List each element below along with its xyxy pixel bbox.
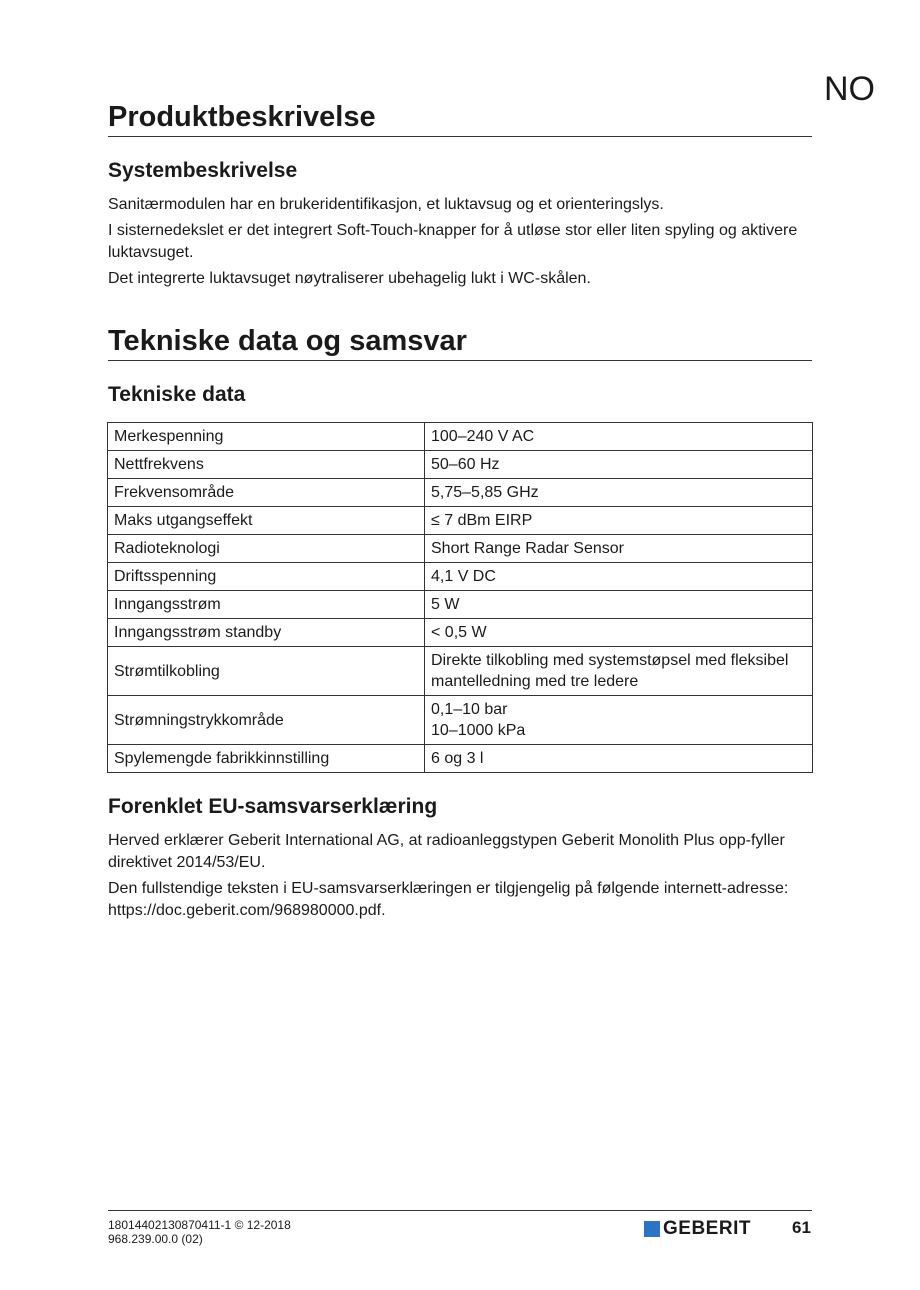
spec-name: Driftsspenning xyxy=(108,563,425,591)
table-row xyxy=(108,563,813,591)
spec-value: 0,1–10 bar 10–1000 kPa xyxy=(425,696,813,745)
paragraph: Den fullstendige teksten i EU-samsvarserklæringen er tilgjengelig på følgende internett-adresse: https://doc.geberit.com/968980000.pdf. xyxy=(108,880,789,919)
section-divider xyxy=(108,136,812,137)
paragraph: Det integrerte luktavsuget nøytraliserer ubehagelig lukt i WC-skålen. xyxy=(108,270,591,287)
table-row xyxy=(108,535,813,563)
spec-value: 6 og 3 l xyxy=(425,745,813,773)
spec-name: Frekvensområde xyxy=(108,479,425,507)
section-title-product-description: Produktbeskrivelse xyxy=(108,101,376,133)
spec-name: Merkespenning xyxy=(108,423,425,451)
page-number: 61 xyxy=(792,1218,811,1237)
subtitle-technical-data: Tekniske data xyxy=(108,383,246,406)
table-row xyxy=(108,507,813,535)
logo-square-icon xyxy=(644,1221,660,1237)
spec-name: Spylemengde fabrikkinnstilling xyxy=(108,745,425,773)
spec-name: Inngangsstrøm xyxy=(108,591,425,619)
logo-text: GEBERIT xyxy=(663,1218,751,1239)
doc-id-line: 968.239.00.0 (02) xyxy=(108,1232,203,1246)
spec-name: Maks utgangseffekt xyxy=(108,507,425,535)
spec-value: 5,75–5,85 GHz xyxy=(425,479,813,507)
section-title-technical-data: Tekniske data og samsvar xyxy=(108,325,467,357)
geberit-logo xyxy=(644,1218,751,1240)
table-row xyxy=(108,479,813,507)
paragraph: Sanitærmodulen har en brukeridentifikasjon, et luktavsug og et orienteringslys. xyxy=(108,196,664,213)
spec-value: Direkte tilkobling med systemstøpsel med fleksibel mantelledning med tre ledere xyxy=(425,647,813,696)
paragraph: I sisternedekslet er det integrert Soft-Touch-knapper for å utløse stor eller liten spyling og aktivere luktavsuget. xyxy=(108,222,798,261)
document-reference xyxy=(108,1218,291,1246)
table-row xyxy=(108,696,813,745)
spec-value: ≤ 7 dBm EIRP xyxy=(425,507,813,535)
subtitle-system-description: Systembeskrivelse xyxy=(108,159,298,182)
spec-value: 100–240 V AC xyxy=(425,423,813,451)
language-code: NO xyxy=(824,70,875,108)
footer-divider xyxy=(108,1210,812,1211)
paragraph: Herved erklærer Geberit International AG, at radioanleggstypen Geberit Monolith Plus opp-fyller direktivet 2014/53/EU. xyxy=(108,832,785,871)
spec-name: Strømtilkobling xyxy=(108,647,425,696)
table-row xyxy=(108,647,813,696)
table-row xyxy=(108,619,813,647)
spec-value: 5 W xyxy=(425,591,813,619)
spec-value: 50–60 Hz xyxy=(425,451,813,479)
spec-name: Inngangsstrøm standby xyxy=(108,619,425,647)
section-divider xyxy=(108,360,812,361)
spec-name: Strømningstrykkområde xyxy=(108,696,425,745)
spec-name: Radioteknologi xyxy=(108,535,425,563)
spec-value: < 0,5 W xyxy=(425,619,813,647)
technical-data-table xyxy=(107,422,813,773)
subtitle-eu-declaration: Forenklet EU-samsvarserklæring xyxy=(108,795,438,818)
eu-declaration-text xyxy=(108,830,798,926)
table-row xyxy=(108,451,813,479)
spec-value: 4,1 V DC xyxy=(425,563,813,591)
doc-id-line: 18014402130870411-1 © 12-2018 xyxy=(108,1218,291,1232)
system-description-text xyxy=(108,194,798,294)
spec-name: Nettfrekvens xyxy=(108,451,425,479)
table-row xyxy=(108,745,813,773)
spec-value: Short Range Radar Sensor xyxy=(425,535,813,563)
table-row xyxy=(108,423,813,451)
table-row xyxy=(108,591,813,619)
